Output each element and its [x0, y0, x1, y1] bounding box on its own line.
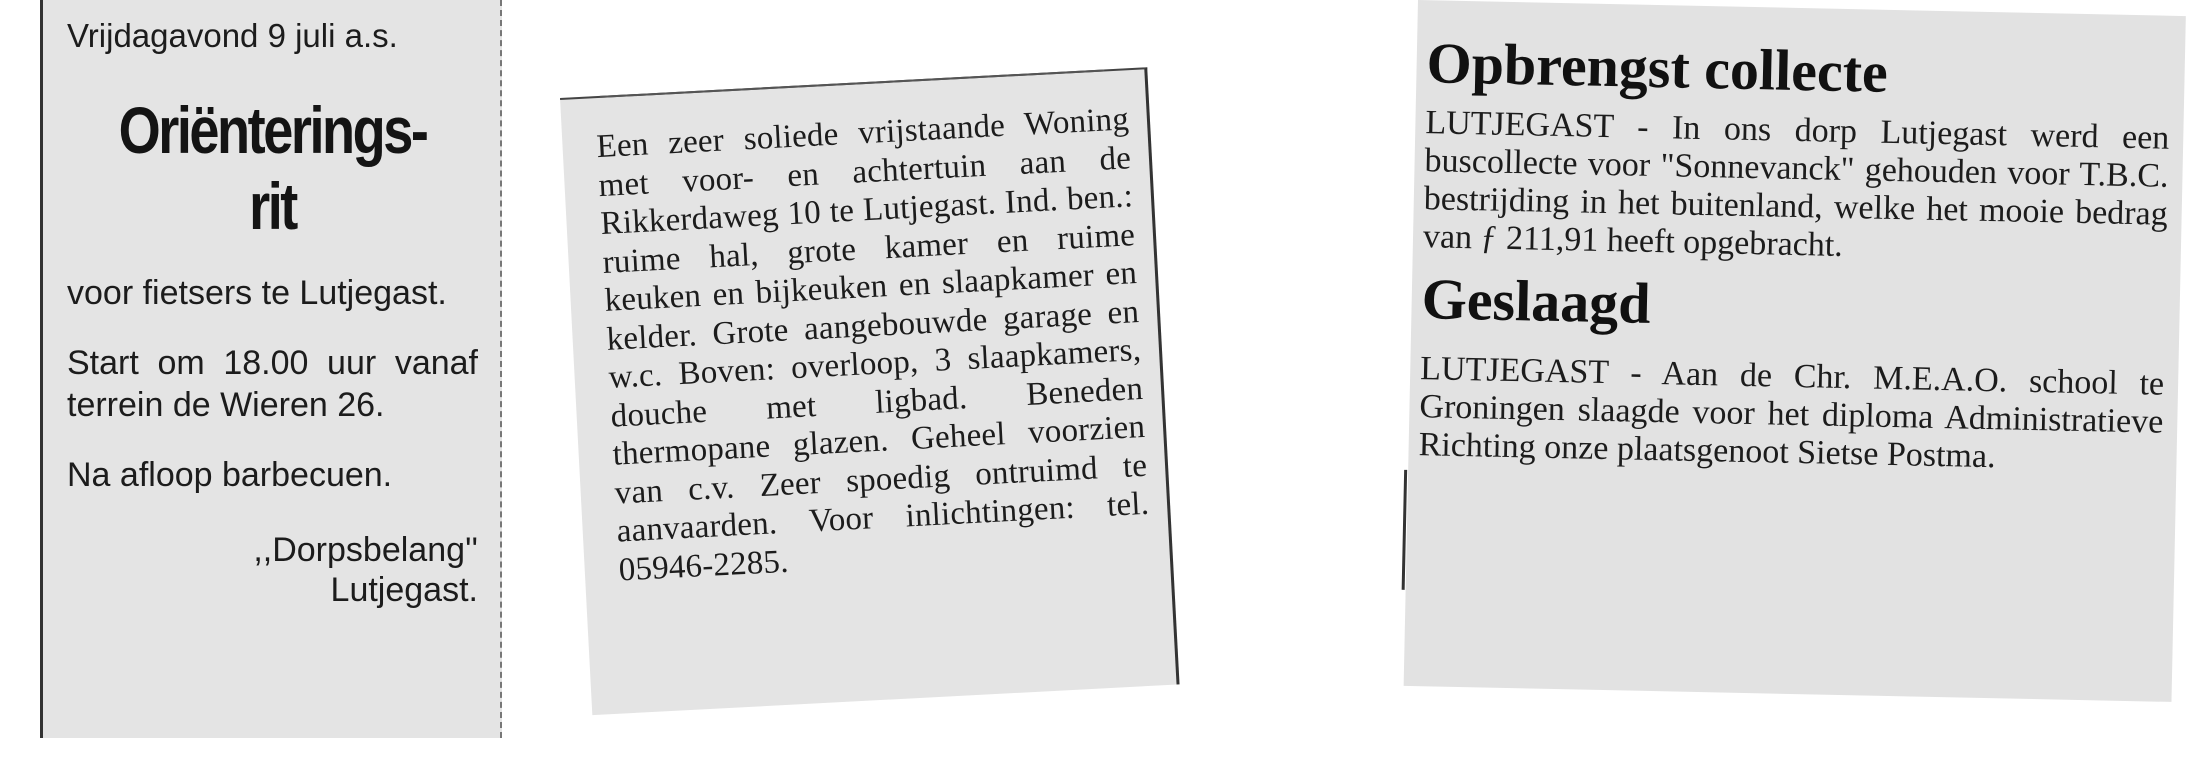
signature-line-2: Lutjegast. — [330, 571, 478, 609]
heading-opbrengst: Opbrengst collecte — [1426, 30, 1889, 105]
clipping-date-header: Vrijdagavond 9 juli a.s. — [67, 17, 398, 54]
clipping-news — [1404, 0, 2186, 702]
margin-rule — [1402, 470, 1408, 590]
title-line-1: Oriënterings- — [118, 93, 427, 167]
heading-geslaagd: Geslaagd — [1421, 266, 1652, 336]
clipping-orienteringsrit — [40, 0, 502, 738]
advert-body: Een zeer soliede vrijstaande Woning met voor- en achtertuin aan de Rikkerdaweg 10 te Lutjegast. Ind. ben.: ruime hal, grote kamer en ruime keuken en bijkeuken en slaapkamer en kelder. Grote aangebouwde garage en w.c. Boven: overloop, 3 slaapkamers, douche met ligbad. Beneden thermopane glazen. Geheel voorzien van c.v. Zeer spoedig ontruimd te aanvaarden. Voor inlichtingen: tel. 05946-2285. — [595, 101, 1150, 589]
cut-edge — [599, 57, 1104, 97]
article-geslaagd: LUTJEGAST - Aan de Chr. M.E.A.O. school te Groningen slaagde voor het diploma Administratieve Richting onze plaatsgenoot Sietse Postma. — [1418, 350, 2165, 476]
clipping-paragraph-3: Na afloop barbecuen. — [67, 456, 393, 494]
clipping-signature — [67, 530, 478, 610]
clipping-paragraph-2: Start om 18.00 uur vanaf terrein de Wieren 26. — [67, 344, 478, 424]
title-line-2: rit — [249, 169, 296, 243]
article-opbrengst: LUTJEGAST - In ons dorp Lutjegast werd een buscollecte voor "Sonnevanck" gehouden voor T.B.C. bestrijding in het buitenland, welke het mooie bedrag van ƒ 211,91 heeft opgebracht. — [1422, 104, 2170, 264]
signature-line-1: ,,Dorpsbelang'' — [253, 531, 478, 569]
clipping-title — [104, 92, 441, 244]
clipping-house-advert — [560, 67, 1180, 715]
clipping-paragraph-1: voor fietsers te Lutjegast. — [67, 274, 447, 312]
